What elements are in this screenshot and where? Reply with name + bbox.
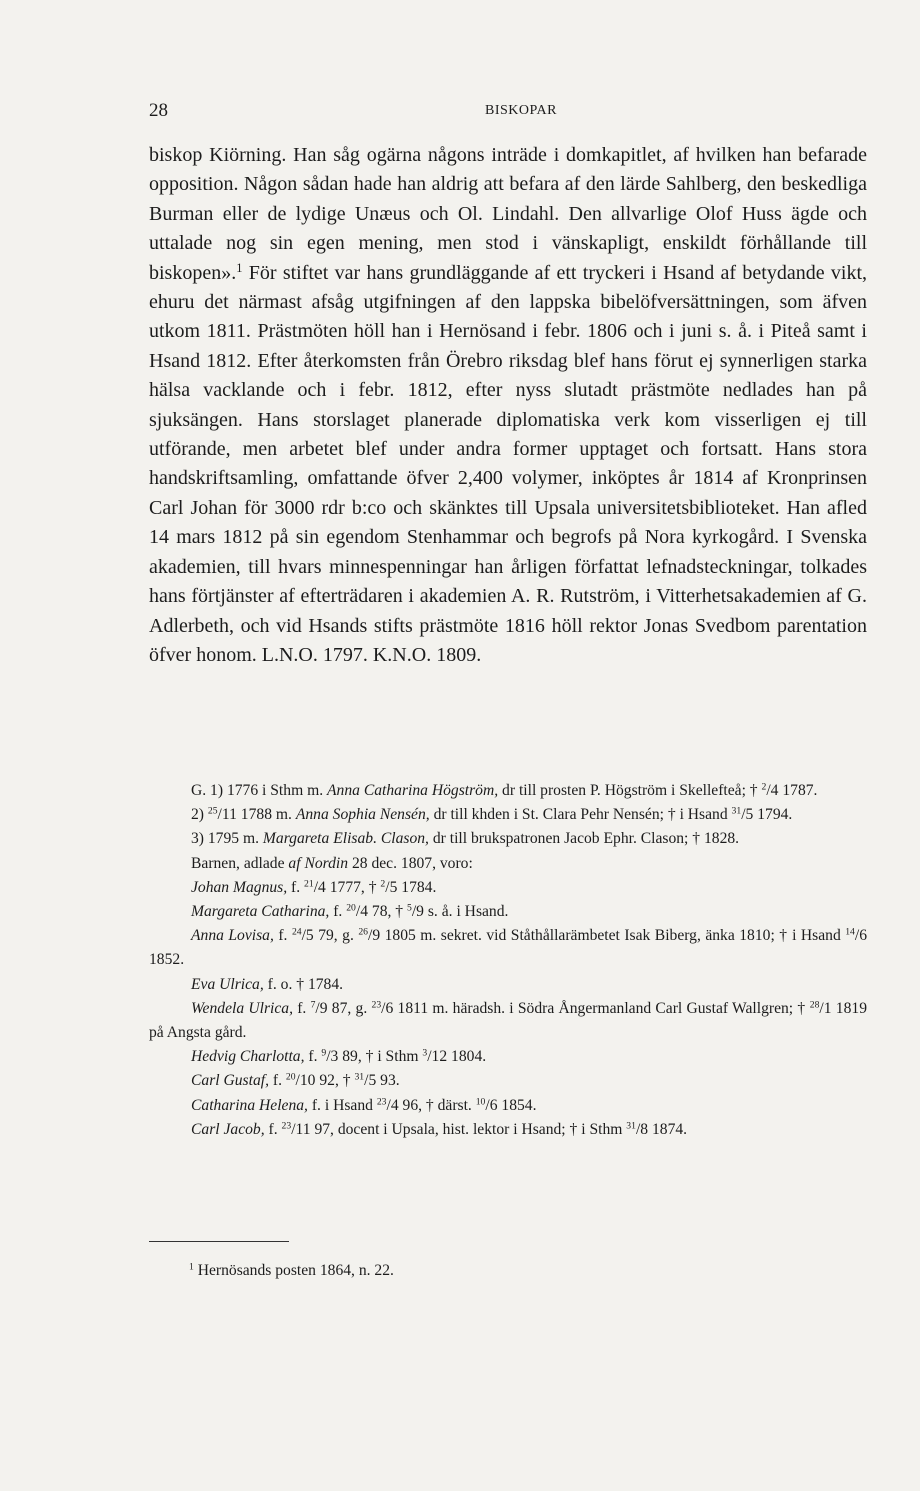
page-number: 28: [149, 100, 168, 121]
footnote-ref: 1: [236, 260, 243, 275]
child-entry: Wendela Ulrica, f. $^7$/9 87, g. $^{23}$/6 1811 m. häradsh. i Södra Ångermanland Carl Gustaf Wallgren; † $^{28}$/1 1819 på Angsta gård.: [149, 999, 867, 1042]
body-text: [149, 141, 867, 670]
running-head: BISKOPAR: [485, 103, 557, 118]
page-header: [149, 100, 867, 124]
child-entry: Johan Magnus, f. $^{21}$/4 1777, † $^2$/5 1784.: [191, 878, 437, 896]
child-entry: Carl Jacob, f. $^{23}$/11 97, docent i Upsala, hist. lektor i Hsand; † i Sthm $^{31}$/8 1874.: [191, 1120, 688, 1138]
marriage-3: 3) 1795 m. Margareta Elisab. Clason, dr till brukspatronen Jacob Ephr. Clason; † 1828.: [191, 830, 740, 848]
child-entry: Carl Gustaf, f. $^{20}$/10 92, † $^{31}$/5 93.: [191, 1072, 400, 1090]
child-entry: Anna Lovisa, f. $^{24}$/5 79, g. $^{26}$/9 1805 m. sekret. vid Ståthållarämbetet Isak Biberg, änka 1810; † i Hsand $^{14}$/6 1852.: [149, 926, 868, 969]
genealogy-notes: [149, 779, 867, 1142]
footnote-mark: 1: [189, 1261, 194, 1273]
children-intro: Barnen, adlade af Nordin 28 dec. 1807, voro:: [191, 854, 473, 872]
footnote: [189, 1262, 394, 1280]
footnote-rule: [149, 1241, 289, 1242]
body-paragraph: biskop Kiörning. Han såg ogärna någons inträde i domkapitlet, af hvilken han befarade opposition. Någon sådan hade han aldrig att befara af den lärde Sahlberg, den beskedliga Burman eller de lydige Unæus och Ol. Lindahl. Den allvarlige Olof Huss ägde och uttalade nog sin egen mening, men stod i vänskapligt, enskildt förhållande till biskopen».$^1$ För stiftet var hans grundläggande af ett tryckeri i Hsand af betydande vikt, ehuru det närmast afsåg utgifningen af den lappska bibelöfversättningen, som äfven utkom 1811. Prästmöten höll han i Hernösand i febr. 1806 och i juni s. å. i Piteå samt i Hsand 1812. Efter återkomsten från Örebro riksdag blef hans förut ej synnerligen starka hälsa vacklande och i febr. 1812, efter nyss slutadt prästmöte nedlades han på sjuksängen. Hans storslaget planerade diplomatiska verk kom visserligen ej till utförande, men arbetet blef under andra former upptaget och fortsatt. Hans stora handskriftsamling, omfattande öfver 2,400 volymer, inköptes år 1814 af Kronprinsen Carl Johan för 3000 rdr b:co och skänktes till Upsala universitetsbiblioteket. Han afled 14 mars 1812 på sin egendom Stenhammar och begrofs på Nora kyrkogård. I Svenska akademien, till hvars minnespenningar han årligen författat lefnadsteckningar, tolkades hans förtjänster af efterträdaren i akademien A. R. Rutström, i Vitterhetsakademien af G. Adlerbeth, och vid Hsands stifts prästmöte 1816 höll rektor Jonas Svedbom parentation öfver honom. L.N.O. 1797. K.N.O. 1809.: [149, 144, 867, 666]
marriage-1: G. 1) 1776 i Sthm m. Anna Catharina Högström, dr till prosten P. Högström i Skellefteå; † $^2$/4 1787.: [191, 781, 818, 799]
footnote-text: Hernösands posten 1864, n. 22.: [193, 1262, 394, 1279]
child-entry: Eva Ulrica, f. o. † 1784.: [191, 975, 344, 993]
child-entry: Catharina Helena, f. i Hsand $^{23}$/4 96, † därst. $^{10}$/6 1854.: [191, 1096, 537, 1114]
child-entry: Hedvig Charlotta, f. $^9$/3 89, † i Sthm $^3$/12 1804.: [191, 1047, 487, 1066]
child-entry: Margareta Catharina, f. $^{20}$/4 78, † $^5$/9 s. å. i Hsand.: [191, 902, 509, 921]
marriage-2: 2) $^{25}$/11 1788 m. Anna Sophia Nensén, dr till khden i St. Clara Pehr Nensén; † i Hsand $^{31}$/5 1794.: [191, 805, 793, 824]
